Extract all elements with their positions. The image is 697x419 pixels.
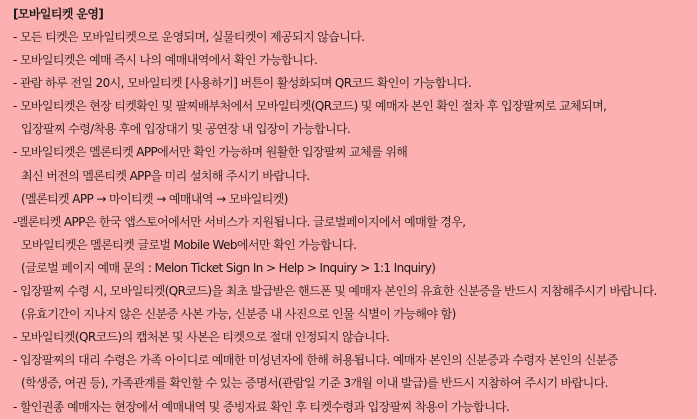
notice-line: - 모바일티켓(QR코드)의 캡처본 및 사본은 티켓으로 절대 인정되지 않습니다.	[13, 330, 390, 345]
notice-line: - 모든 티켓은 모바일티켓으로 운영되며, 실물티켓이 제공되지 않습니다.	[13, 30, 365, 44]
notice-line: (멜론티켓 APP → 마이티켓 → 예매내역 → 모바일티켓)	[21, 191, 288, 206]
notice-line: - 모바일티켓은 멜론티켓 APP에서만 확인 가능하며 원활한 입장팔찌 교체를 위해	[13, 145, 408, 160]
notice-line: 입장팔찌 수령/착용 후에 입장대기 및 공연장 내 입장이 가능합니다.	[21, 122, 351, 137]
notice-line: - 할인권종 예매자는 현장에서 예매내역 및 증빙자료 확인 후 티켓수령과 입장팔찌 착용이 가능합니다.	[13, 399, 510, 414]
notice-line: 최신 버전의 멜론티켓 APP을 미리 설치해 주시기 바랍니다.	[21, 168, 310, 183]
notice-list	[13, 26, 697, 419]
notice-line: (글로벌 페이지 예매 문의 : Melon Ticket Sign In > Help > Inquiry > 1:1 Inquiry)	[21, 260, 436, 275]
notice-line: - 입장팔찌 수령 시, 모바일티켓(QR코드)을 최초 발급받은 핸드폰 및 예매자 본인의 유효한 신분증을 반드시 지참해주시기 바랍니다.	[13, 284, 657, 299]
notice-line: -멜론티켓 APP은 한국 앱스토어에서만 서비스가 지원됩니다. 글로벌페이지에서 예매할 경우,	[13, 214, 466, 229]
notice-line: - 입장팔찌의 대리 수령은 가족 아이디로 예매한 미성년자에 한해 허용됩니다. 예매자 본인의 신분증과 수령자 본인의 신분증	[13, 353, 618, 368]
notice-line: (학생증, 여권 등), 가족관계를 확인할 수 있는 증명서(관람일 기준 3개월 이내 발급)를 반드시 지참하여 주시기 바랍니다.	[21, 376, 608, 391]
notice-line: (유효기간이 지나지 않은 신분증 사본 가능, 신분증 내 사진으로 인물 식별이 가능해야 함)	[21, 307, 456, 322]
notice-line: 모바일티켓은 멜론티켓 글로벌 Mobile Web에서만 확인 가능합니다.	[21, 237, 357, 252]
notice-title: [모바일티켓 운영]	[13, 7, 104, 21]
notice-line: - 모바일티켓은 예매 즉시 나의 예매내역에서 확인 가능합니다.	[13, 53, 318, 68]
notice-line: - 관람 하루 전일 20시, 모바일티켓 [사용하기] 버튼이 활성화되며 QR코드 확인이 가능합니다.	[13, 76, 472, 91]
notice-line: - 모바일티켓은 현장 티켓확인 및 팔찌배부처에서 모바일티켓(QR코드) 및 예매자 본인 확인 절차 후 입장팔찌로 교체되며,	[13, 99, 607, 114]
